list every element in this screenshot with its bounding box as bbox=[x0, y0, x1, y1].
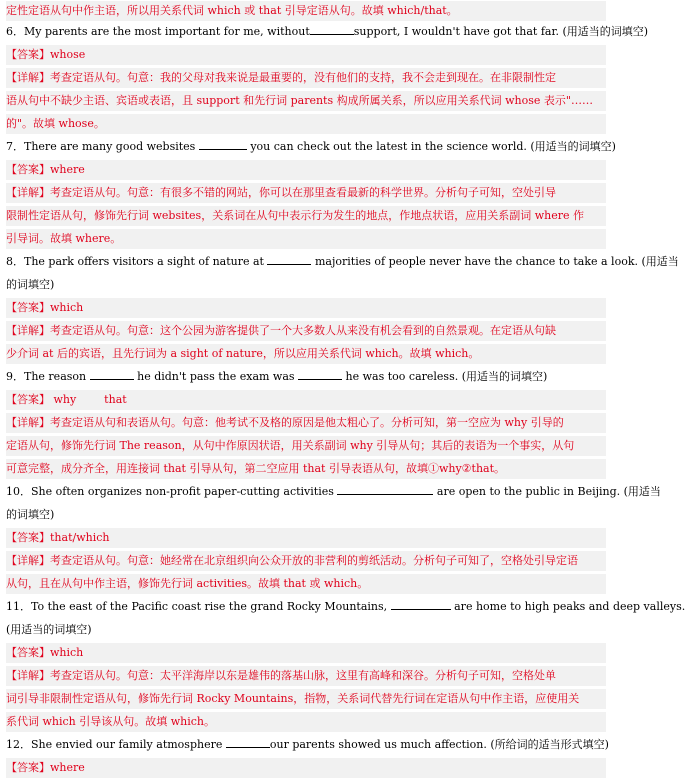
question-7-answer: 【答案】where bbox=[6, 160, 606, 180]
question-10-blank bbox=[337, 483, 433, 495]
question-7-explanation-line-1: 【详解】考查定语从句。句意：有很多不错的网站，你可以在那里查看最新的科学世界。分析句子可知，空处引导 bbox=[6, 183, 606, 203]
question-10-text-pre: 10．She often organizes non-profit paper-cutting activities bbox=[6, 485, 334, 498]
question-9-blank-2 bbox=[298, 368, 342, 380]
question-10 bbox=[6, 482, 661, 502]
question-10-explanation-line-1: 【详解】考查定语从句。句意：她经常在北京组织向公众开放的非营利的剪纸活动。分析句子可知了，空格处引导定语 bbox=[6, 551, 606, 571]
question-7-text-post: you can check out the latest in the science world. (用适当的词填空) bbox=[250, 140, 616, 153]
question-7 bbox=[6, 137, 616, 157]
question-6-explanation-line-1: 【详解】考查定语从句。句意：我的父母对我来说是最重要的，没有他们的支持，我不会走到现在。在非限制性定 bbox=[6, 68, 606, 88]
question-11-explanation-line-1: 【详解】考查定语从句。句意：太平洋海岸以东是雄伟的落基山脉，这里有高峰和深谷。分析句子可知，空格处单 bbox=[6, 666, 606, 686]
question-12 bbox=[6, 735, 609, 755]
question-11-answer: 【答案】which bbox=[6, 643, 606, 663]
question-10-answer: 【答案】that/which bbox=[6, 528, 606, 548]
question-9-explanation-line-1: 【详解】考查定语从句和表语从句。句意：他考试不及格的原因是他太粗心了。分析可知，第一空应为 why 引导的 bbox=[6, 413, 606, 433]
question-10-text-post: are open to the public in Beijing. (用适当 bbox=[436, 485, 661, 498]
question-12-answer: 【答案】where bbox=[6, 758, 606, 778]
question-11-blank bbox=[391, 598, 451, 610]
question-9 bbox=[6, 367, 606, 387]
question-8-text-pre: 8．The park offers visitors a sight of nature at bbox=[6, 255, 264, 268]
question-8-explanation-line-2: 少介词 at 后的宾语，且先行词为 a sight of nature，所以应用关系代词 which。故填 which。 bbox=[6, 344, 606, 364]
question-9-explanation-line-2: 定语从句，修饰先行词 The reason，从句中作原因状语，用关系副词 why 引导从句；其后的表语为一个事实，从句 bbox=[6, 436, 606, 456]
question-11-text-continued: (用适当的词填空) bbox=[6, 623, 92, 636]
question-8-text-post: majorities of people never have the chance to take a look. (用适当 bbox=[314, 255, 679, 268]
question-6 bbox=[6, 22, 649, 42]
question-9-explanation-line-3: 可意完整，成分齐全，用连接词 that 引导从句，第二空应用 that 引导表语从句，故填①why②that。 bbox=[6, 459, 606, 479]
question-12-blank bbox=[226, 736, 270, 748]
question-11-text-post: are home to high peaks and deep valleys. bbox=[454, 600, 685, 613]
question-6-answer: 【答案】whose bbox=[6, 45, 606, 65]
question-7-text-pre: 7．There are many good websites bbox=[6, 140, 196, 153]
question-8 bbox=[6, 252, 679, 272]
question-10-explanation-line-2: 从句，且在从句中作主语，修饰先行词 activities。故填 that 或 which。 bbox=[6, 574, 606, 594]
question-8-answer: 【答案】which bbox=[6, 298, 606, 318]
question-12-text-post: our parents showed us much affection. (所给词的适当形式填空) bbox=[269, 738, 609, 751]
prev-explanation-tail: 定性定语从句中作主语，所以用关系代词 which 或 that 引导定语从句。故填 which/that。 bbox=[6, 1, 606, 21]
question-6-explanation-line-2: 语从句中不缺少主语、宾语或表语，且 support 和先行词 parents 构成所属关系，所以应用关系代词 whose 表示"…… bbox=[6, 91, 606, 111]
question-6-explanation-line-3: 的"。故填 whose。 bbox=[6, 114, 606, 134]
question-12-text-pre: 12．She envied our family atmosphere bbox=[6, 738, 223, 751]
question-6-text-post: support, I wouldn't have got that far. (用适当的词填空) bbox=[353, 25, 649, 38]
question-11-explanation-line-2: 词引导非限制性定语从句，修饰先行词 Rocky Mountains，指物，关系词代替先行词在定语从句中作主语，应使用关 bbox=[6, 689, 606, 709]
question-10-text-continued: 的词填空) bbox=[6, 508, 55, 521]
question-9-text-pre: 9．The reason bbox=[6, 370, 87, 383]
question-9-text-post: he was too careless. (用适当的词填空) bbox=[345, 370, 548, 383]
question-9-text-mid: he didn't pass the exam was bbox=[137, 370, 295, 383]
question-8-blank bbox=[267, 253, 311, 265]
question-8-explanation-line-1: 【详解】考查定语从句。句意：这个公园为游客提供了一个大多数人从来没有机会看到的自然景观。在定语从句缺 bbox=[6, 321, 606, 341]
question-9-answer: 【答案】 why that bbox=[6, 390, 606, 410]
question-7-blank bbox=[199, 138, 247, 150]
question-9-blank-1 bbox=[90, 368, 134, 380]
question-11 bbox=[6, 597, 685, 617]
question-11-text-pre: 11．To the east of the Pacific coast rise the grand Rocky Mountains, bbox=[6, 600, 388, 613]
question-7-explanation-line-2: 限制性定语从句，修饰先行词 websites，关系词在从句中表示行为发生的地点，作地点状语，应用关系副词 where 作 bbox=[6, 206, 606, 226]
question-11-explanation-line-3: 系代词 which 引导该从句。故填 which。 bbox=[6, 712, 606, 732]
question-7-explanation-line-3: 引导词。故填 where。 bbox=[6, 229, 606, 249]
question-8-text-continued: 的词填空) bbox=[6, 278, 55, 291]
question-6-blank bbox=[310, 23, 354, 35]
question-6-text-pre: 6．My parents are the most important for me, without bbox=[6, 25, 310, 38]
